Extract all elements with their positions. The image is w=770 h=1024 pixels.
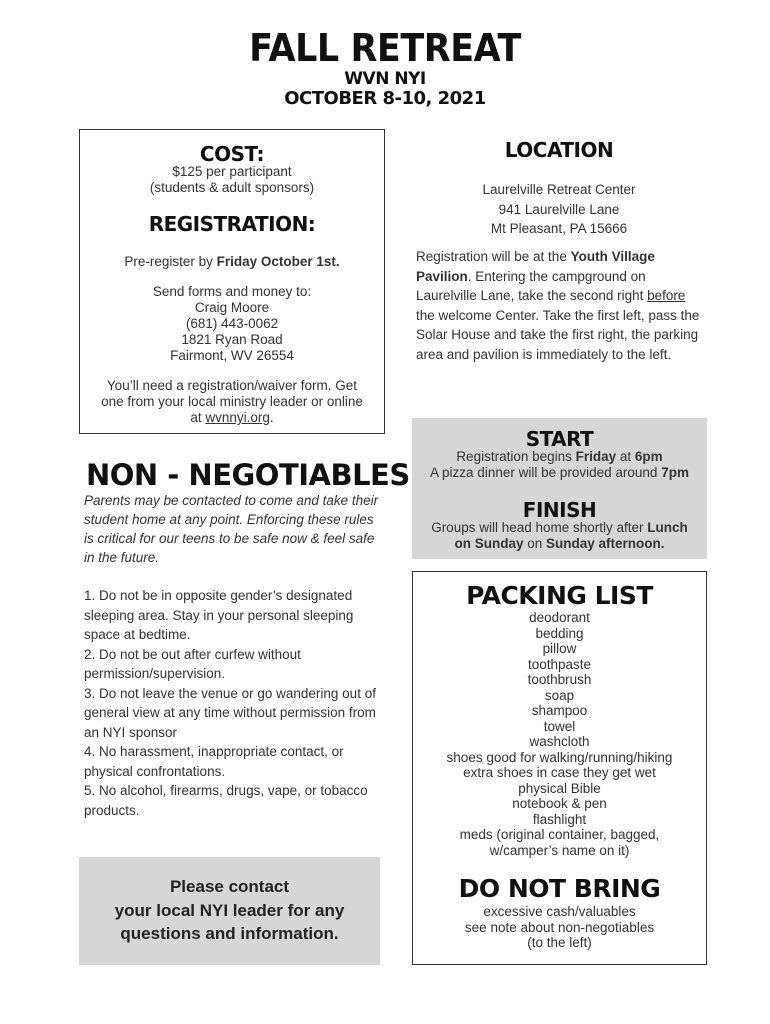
cost-heading: COST: [199,142,265,166]
packing-item: toothpaste [527,656,592,672]
directions-emphasis: before [647,288,686,303]
finish-heading: FINISH [522,498,597,522]
pavilion-name: Youth Village Pavilion [416,249,655,284]
form-note-line2: one from your local ministry leader or online [101,394,363,409]
non-negotiables-intro: Parents may be contacted to come and take their student home at any point. Enforcing these rules is critical for our teens to be safe now & feel safe in the future. [84,493,379,565]
finish-time: Sunday afternoon. [546,536,665,551]
packing-item: toothbrush [527,672,592,687]
packing-item: deodorant [529,610,590,625]
finish-meal: Lunch [647,520,688,535]
finish-details [408,520,711,552]
start-heading: START [525,427,594,451]
preregister-line [80,254,384,270]
packing-list-box [412,571,707,965]
start-text: at [616,449,635,464]
contact-city: Fairmont, WV 26554 [170,348,294,363]
finish-day: on Sunday [454,536,524,551]
contact-street: 1821 Ryan Road [181,332,283,347]
location-heading: LOCATION [504,138,614,162]
venue-name: Laurelville Retreat Center [482,182,636,197]
start-day: Friday [575,449,617,464]
start-details [408,449,711,481]
packing-item: bedding [535,625,584,641]
rule-item: 4. No harassment, inappropriate contact, or physical confrontations. [84,744,344,779]
form-note-at: at [190,410,206,425]
do-not-bring-item: excessive cash/valuables [483,904,636,919]
website-link[interactable]: wvnnyi.org [205,410,270,425]
finish-text: Groups will head home shortly after [431,520,648,535]
packing-item: meds (original container, bagged, [459,827,660,842]
packing-item: flashlight [532,811,587,827]
rule-item: 3. Do not leave the venue or go wandering out of general view at any time without permission from an NYI sponsor [84,685,376,740]
page-title: FALL RETREAT [249,26,521,70]
packing-item: w/camper’s name on it) [489,842,630,858]
preregister-date: Friday October 1st. [216,254,340,269]
rule-item: 1. Do not be in opposite gender’s designated sleeping area. Stay in your personal sleeping space at bedtime. [84,588,354,642]
contact-line: questions and information. [120,924,339,943]
venue-street: 941 Laurelville Lane [498,201,620,217]
packing-list-heading: PACKING LIST [466,581,653,610]
event-dates: OCTOBER 8-10, 2021 [284,88,486,109]
contact-line: your local NYI leader for any [114,900,345,920]
dinner-time: 7pm [661,465,689,480]
cost-price: $125 per participant [172,164,292,179]
directions-part: . Entering the campground on Laurelville Lane, take the second right [416,268,648,303]
mailing-address [80,284,384,364]
venue-city: Mt Pleasant, PA 15666 [490,221,628,236]
packing-item: shoes good for walking/running/hiking [446,749,673,765]
contact-line: Please contact [169,877,290,896]
do-not-bring-items [413,904,706,951]
organization-name: WVN NYI [344,69,426,89]
registration-heading: REGISTRATION: [148,212,316,236]
directions-part: the welcome Center. Take the first left, pass the Solar House and take the first right, the parking area and pavilion is immediately to the left. [416,307,700,362]
send-line: Send forms and money to: [152,284,312,299]
packing-item: physical Bible [518,780,601,796]
preregister-prefix: Pre-register by [124,254,217,269]
form-note [80,378,384,426]
start-finish-box [412,418,707,559]
rules-list [84,586,380,820]
packing-item: extra shoes in case they get wet [463,765,656,780]
contact-name: Craig Moore [194,300,270,315]
packing-items [413,610,706,858]
packing-item: towel [543,718,576,734]
contact-phone: (681) 443-0062 [185,316,279,331]
contact-box [79,857,380,965]
do-not-bring-heading: DO NOT BRING [458,874,661,903]
start-text: Registration begins [456,449,576,464]
form-note-line1: You’ll need a registration/waiver form. Get [106,378,358,393]
do-not-bring-item: see note about non-negotiables [464,919,655,935]
packing-item: notebook & pen [512,796,607,811]
directions-text [416,247,706,364]
form-note-end: . [269,410,274,425]
packing-item: shampoo [531,703,588,718]
cost-note: (students & adult sponsors) [149,180,315,195]
packing-item: pillow [542,641,577,656]
location-address [412,180,706,239]
finish-text: on [523,536,547,551]
directions-part: Registration will be at the [416,249,571,264]
rule-item: 2. Do not be out after curfew without permission/supervision. [84,646,301,681]
non-negotiables-heading: NON - NEGOTIABLES [86,458,410,492]
dinner-text: A pizza dinner will be provided around [430,465,662,480]
packing-item: soap [544,687,575,703]
start-time: 6pm [634,449,663,464]
cost-registration-box [79,129,385,434]
rule-item: 5. No alcohol, firearms, drugs, vape, or tobacco products. [84,783,368,818]
do-not-bring-item: (to the left) [527,935,592,950]
packing-item: washcloth [529,734,590,749]
